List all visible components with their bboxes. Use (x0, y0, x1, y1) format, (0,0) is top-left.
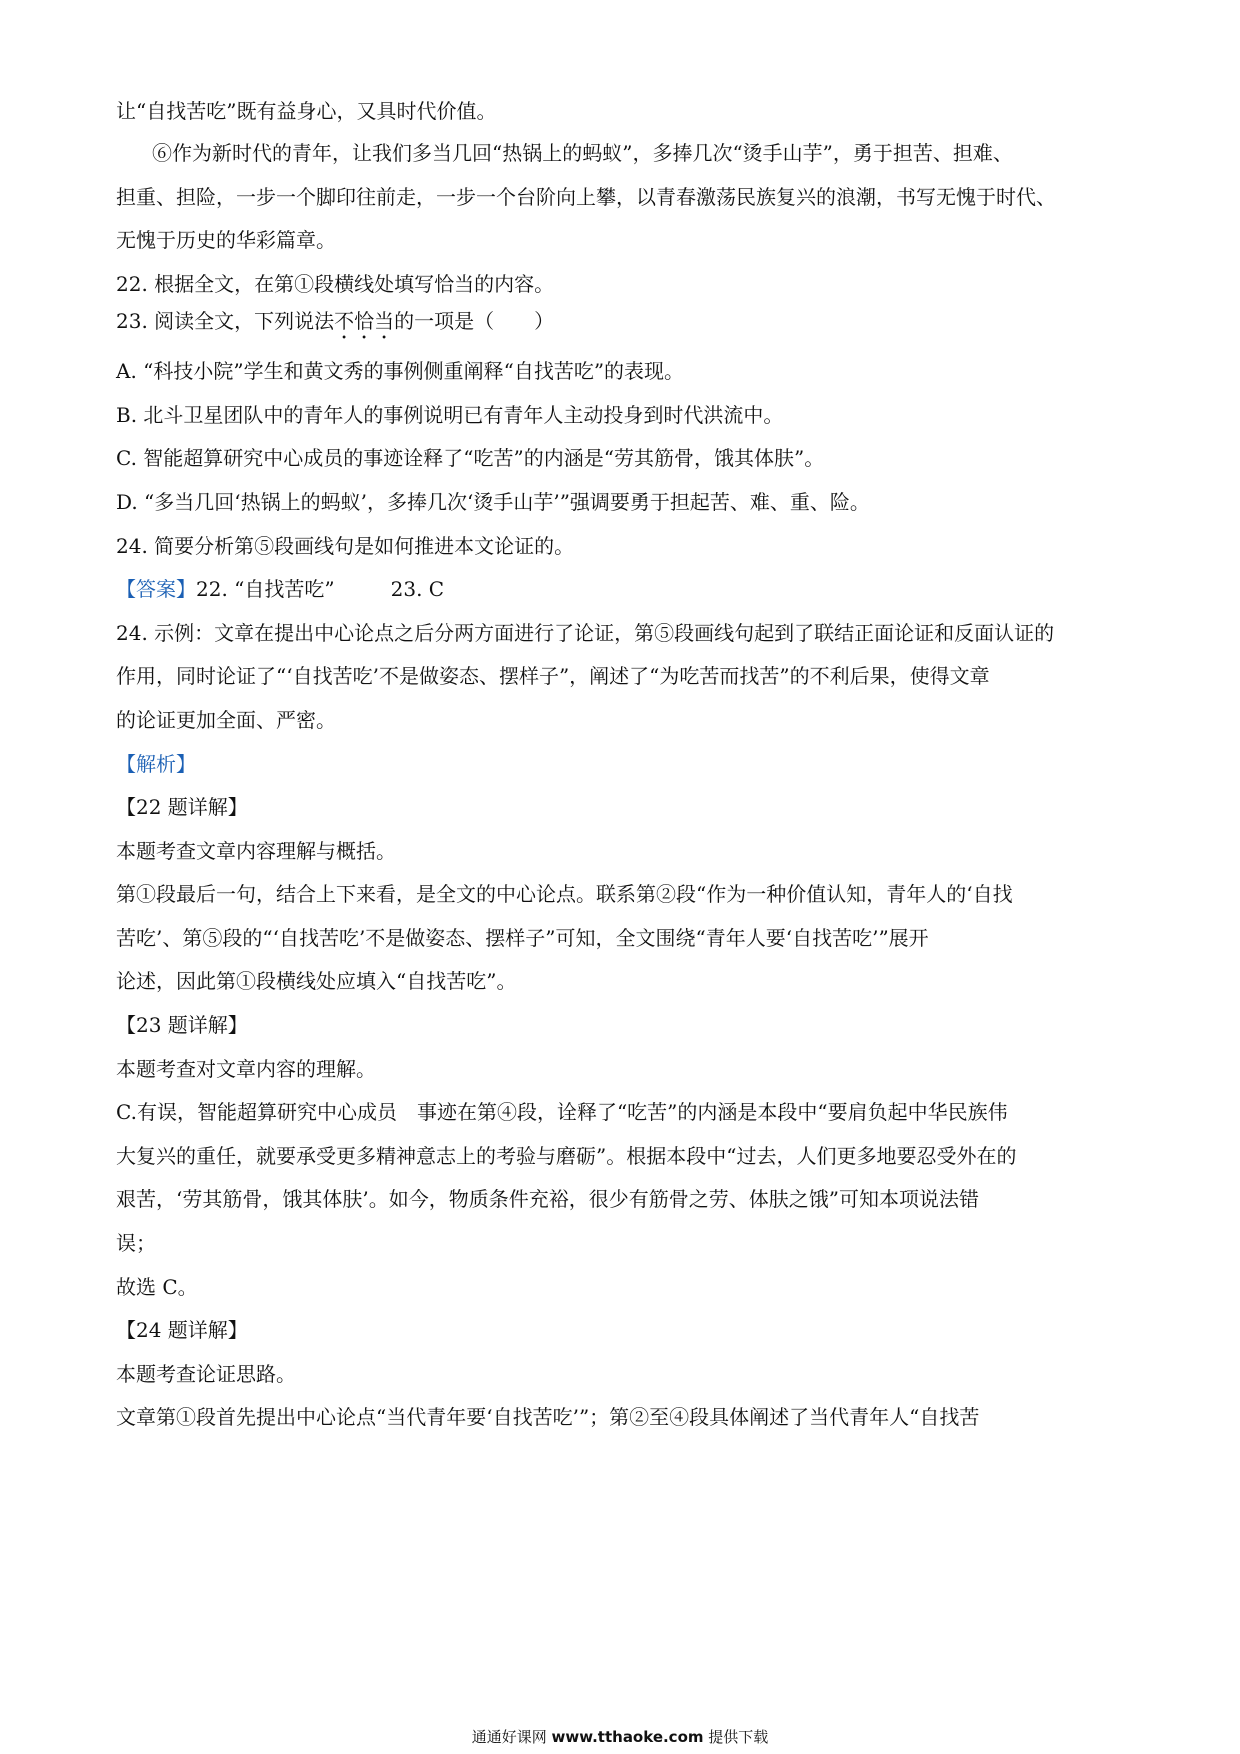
question-23-suffix: 的一项是（ ） (394, 309, 555, 333)
analysis-tag: 【解析】 (116, 752, 196, 776)
detail-23-line-3: 大复兴的重任，就要承受更多精神意志上的考验与磨砺”。根据本段中“过去，人们更多地要忍受外在的 (116, 1144, 1017, 1168)
detail-24-line-1: 本题考查论证思路。 (116, 1362, 296, 1386)
question-22: 22. 根据全文，在第①段横线处填写恰当的内容。 (116, 272, 555, 296)
footer-suffix: 提供下载 (708, 1728, 769, 1746)
option-d: D. “多当几回‘热锅上的蚂蚁’，多捧几次‘烫手山芋’”强调要勇于担起苦、难、重、险。 (116, 490, 870, 514)
detail-22-line-3: 苦吃’、第⑤段的“‘自找苦吃’不是做姿态、摆样子”可知，全文围绕“青年人要‘自找苦吃’”展开 (116, 926, 929, 950)
detail-23-line-4: 艰苦，‘劳其筋骨，饿其体肤’。如今，物质条件充裕，很少有筋骨之劳、体肤之饿”可知本项说法错 (116, 1187, 979, 1211)
detail-22-line-1: 本题考查文章内容理解与概括。 (116, 839, 396, 863)
paragraph-6-line-3: 无愧于历史的华彩篇章。 (116, 228, 336, 252)
detail-22-title: 【22 题详解】 (116, 795, 248, 819)
question-23-emphasis: 不恰当 (334, 309, 395, 333)
paragraph-6-line-2: 担重、担险，一步一个脚印往前走，一步一个台阶向上攀，以青春激荡民族复兴的浪潮，书写无愧于时代、 (116, 185, 1056, 209)
option-a: A. “科技小院”学生和黄文秀的事例侧重阐释“自找苦吃”的表现。 (116, 359, 685, 383)
detail-23-line-2: C.有误，智能超算研究中心成员 事迹在第④段，诠释了“吃苦”的内涵是本段中“要肩负起中华民族伟 (116, 1100, 1008, 1124)
answer-24-line-3: 的论证更加全面、严密。 (116, 708, 336, 732)
page-footer (0, 1726, 1240, 1748)
footer-url[interactable]: www.tthaoke.com (551, 1728, 704, 1746)
passage-tail-line: 让“自找苦吃”既有益身心，又具时代价值。 (116, 99, 497, 123)
detail-22-line-4: 论述，因此第①段横线处应填入“自找苦吃”。 (116, 969, 517, 993)
detail-23-title: 【23 题详解】 (116, 1013, 248, 1037)
answer-24-line-1: 24. 示例：文章在提出中心论点之后分两方面进行了论证，第⑤段画线句起到了联结正面论证和反面认证的 (116, 621, 1055, 645)
question-24: 24. 简要分析第⑤段画线句是如何推进本文论证的。 (116, 534, 575, 558)
answer-22: 22. “自找苦吃” (196, 577, 335, 601)
answer-23: 23. C (390, 577, 445, 601)
option-c: C. 智能超算研究中心成员的事迹诠释了“吃苦”的内涵是“劳其筋骨，饿其体肤”。 (116, 446, 825, 470)
answer-line (116, 575, 1136, 603)
answer-tag: 【答案】 (116, 577, 196, 601)
option-b: B. 北斗卫星团队中的青年人的事例说明已有青年人主动投身到时代洪流中。 (116, 403, 784, 427)
paragraph-6-line-1: ⑥作为新时代的青年，让我们多当几回“热锅上的蚂蚁”，多捧几次“烫手山芋”，勇于担苦、担难、 (152, 141, 1013, 165)
footer-site: 通通好课网 (471, 1728, 547, 1746)
answer-24-line-2: 作用，同时论证了“‘自找苦吃’不是做姿态、摆样子”，阐述了“为吃苦而找苦”的不利后果，使得文章 (116, 664, 990, 688)
detail-24-title: 【24 题详解】 (116, 1318, 248, 1342)
question-23 (116, 307, 1136, 344)
question-23-prefix: 23. 阅读全文，下列说法 (116, 309, 335, 333)
detail-23-line-6: 故选 C。 (116, 1275, 198, 1299)
detail-24-line-2: 文章第①段首先提出中心论点“当代青年要‘自找苦吃’”；第②至④段具体阐述了当代青年人“自找苦 (116, 1405, 980, 1429)
detail-23-line-1: 本题考查对文章内容的理解。 (116, 1057, 376, 1081)
detail-23-line-5: 误； (116, 1231, 156, 1255)
detail-22-line-2: 第①段最后一句，结合上下来看，是全文的中心论点。联系第②段“作为一种价值认知，青年人的‘自找 (116, 882, 1013, 906)
